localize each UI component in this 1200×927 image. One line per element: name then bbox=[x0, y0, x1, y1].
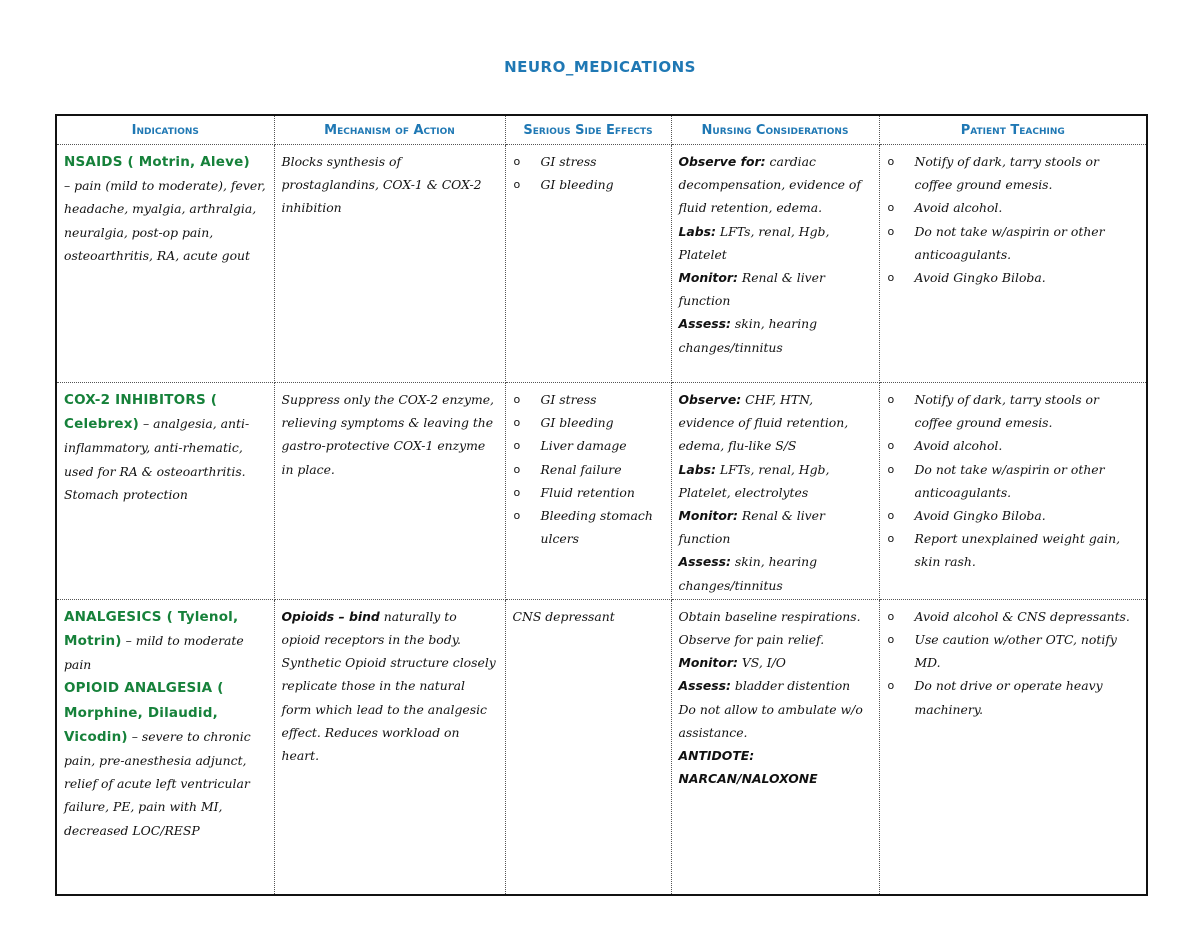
teaching-item: o Avoid alcohol. bbox=[887, 196, 1140, 219]
nursing-label: Monitor: bbox=[678, 508, 738, 524]
nursing-label: Monitor: bbox=[678, 655, 738, 671]
mechanism-cell: Suppress only the COX-2 enzyme, relieving symptoms & leaving the gastro-protective COX-1 enzyme in place. bbox=[274, 383, 505, 600]
side-effect-item: o GI stress bbox=[513, 388, 664, 411]
side-effect-item: o GI bleeding bbox=[513, 411, 664, 434]
drug-category: OPIOID ANALGESIA ( Morphine, Dilaudid, Vicodin) bbox=[64, 680, 224, 745]
nursing-cell bbox=[671, 383, 879, 600]
medications-table bbox=[55, 114, 1148, 896]
nursing-text: Observe for pain relief. bbox=[678, 632, 825, 648]
indications-cell bbox=[56, 383, 274, 600]
nursing-label: Assess: bbox=[678, 554, 731, 570]
nursing-text: CHF, HTN, evidence of fluid retention, edema, flu-like S/S bbox=[678, 392, 849, 454]
table-row bbox=[56, 145, 1147, 383]
teaching-item: o Do not drive or operate heavy machinery. bbox=[887, 674, 1140, 720]
side-effect-item: o Liver damage bbox=[513, 434, 664, 457]
indications-cell bbox=[56, 599, 274, 895]
teaching-item: o Report unexplained weight gain, skin rash. bbox=[887, 527, 1140, 573]
nursing-text: Renal & liver function bbox=[678, 508, 825, 547]
side-effects-cell bbox=[505, 145, 671, 383]
nursing-label: Labs: bbox=[678, 223, 716, 239]
drug-category: COX-2 INHIBITORS ( Celebrex) bbox=[64, 392, 218, 433]
teaching-item: o Avoid Gingko Biloba. bbox=[887, 504, 1140, 527]
side-effect-item: o Bleeding stomach ulcers bbox=[513, 504, 664, 550]
teaching-item: o Do not take w/aspirin or other anticoagulants. bbox=[887, 220, 1140, 266]
teaching-item: o Notify of dark, tarry stools or coffee ground emesis. bbox=[887, 150, 1140, 196]
header-nursing: Nursing Considerations bbox=[671, 115, 879, 145]
nursing-text: bladder distention bbox=[730, 678, 851, 694]
teaching-item: o Notify of dark, tarry stools or coffee ground emesis. bbox=[887, 388, 1140, 434]
nursing-text: cardiac decompensation, evidence of fluid retention, edema. bbox=[678, 154, 861, 216]
teaching-cell bbox=[879, 383, 1147, 600]
nursing-label: Assess: bbox=[678, 316, 731, 332]
indications-cell bbox=[56, 145, 274, 383]
table-row bbox=[56, 599, 1147, 895]
nursing-text: LFTs, renal, Hgb, Platelet, electrolytes bbox=[678, 461, 830, 500]
teaching-item: o Do not take w/aspirin or other anticoagulants. bbox=[887, 458, 1140, 504]
side-effect-item: o GI stress bbox=[513, 150, 664, 173]
nursing-label: Monitor: bbox=[678, 270, 738, 286]
mechanism-cell: Blocks synthesis of prostaglandins, COX-1 & COX-2 inhibition bbox=[274, 145, 505, 383]
teaching-item: o Use caution w/other OTC, notify MD. bbox=[887, 628, 1140, 674]
side-effect-item: o Fluid retention bbox=[513, 481, 664, 504]
nursing-text: LFTs, renal, Hgb, Platelet bbox=[678, 223, 830, 262]
nursing-text: Obtain baseline respirations. bbox=[678, 608, 861, 624]
header-row bbox=[56, 115, 1147, 145]
side-effect-item: o Renal failure bbox=[513, 458, 664, 481]
antidote-text: ANTIDOTE: NARCAN/NALOXONE bbox=[678, 748, 818, 787]
teaching-cell bbox=[879, 599, 1147, 895]
nursing-label: Observe for: bbox=[678, 154, 766, 169]
nursing-cell bbox=[671, 599, 879, 895]
drug-category: ANALGESICS ( Tylenol, Motrin) bbox=[64, 608, 239, 650]
nursing-text: Do not allow to ambulate w/o assistance. bbox=[678, 701, 863, 740]
nursing-label: Labs: bbox=[678, 461, 716, 477]
header-indications: Indications bbox=[56, 115, 274, 145]
document-title: NEURO_MEDICATIONS bbox=[504, 58, 696, 76]
indication-text: – mild to moderate pain bbox=[64, 633, 244, 673]
teaching-item: o Avoid alcohol & CNS depressants. bbox=[887, 605, 1140, 628]
drug-category: NSAIDS ( Motrin, Aleve) bbox=[64, 154, 250, 170]
mechanism-cell bbox=[274, 599, 505, 895]
nursing-text: VS, I/O bbox=[737, 655, 786, 671]
indication-text: – pain (mild to moderate), fever, headache, myalgia, arthralgia, neuralgia, post-op pain, osteoarthritis, RA, acute gout bbox=[64, 178, 266, 263]
side-effects-cell: CNS depressant bbox=[505, 599, 671, 895]
header-mechanism: Mechanism of Action bbox=[274, 115, 505, 145]
header-side-effects: Serious Side Effects bbox=[505, 115, 671, 145]
indication-text: – analgesia, anti-inflammatory, anti-rhematic, used for RA & osteoarthritis. Stomach protection bbox=[64, 416, 250, 502]
nursing-cell bbox=[671, 145, 879, 383]
nursing-text: skin, hearing changes/tinnitus bbox=[678, 316, 818, 355]
nursing-label: Assess: bbox=[678, 678, 731, 694]
table-row bbox=[56, 383, 1147, 600]
side-effects-cell bbox=[505, 383, 671, 600]
mechanism-label: Opioids – bind bbox=[281, 608, 380, 624]
teaching-cell bbox=[879, 145, 1147, 383]
header-teaching: Patient Teaching bbox=[879, 115, 1147, 145]
nursing-text: skin, hearing changes/tinnitus bbox=[678, 554, 818, 593]
teaching-item: o Avoid alcohol. bbox=[887, 434, 1140, 457]
teaching-item: o Avoid Gingko Biloba. bbox=[887, 266, 1140, 289]
mechanism-text: naturally to opioid receptors in the body. Synthetic Opioid structure closely replicate those in the natural form which lead to the analgesic effect. Reduces workload on heart. bbox=[281, 608, 496, 764]
side-effect-item: o GI bleeding bbox=[513, 173, 664, 196]
nursing-label: Observe: bbox=[678, 392, 742, 407]
nursing-text: Renal & liver function bbox=[678, 270, 825, 309]
indication-text: – severe to chronic pain, pre-anesthesia adjunct, relief of acute left ventricular failure, PE, pain with MI, decreased LOC/RESP bbox=[64, 728, 251, 838]
